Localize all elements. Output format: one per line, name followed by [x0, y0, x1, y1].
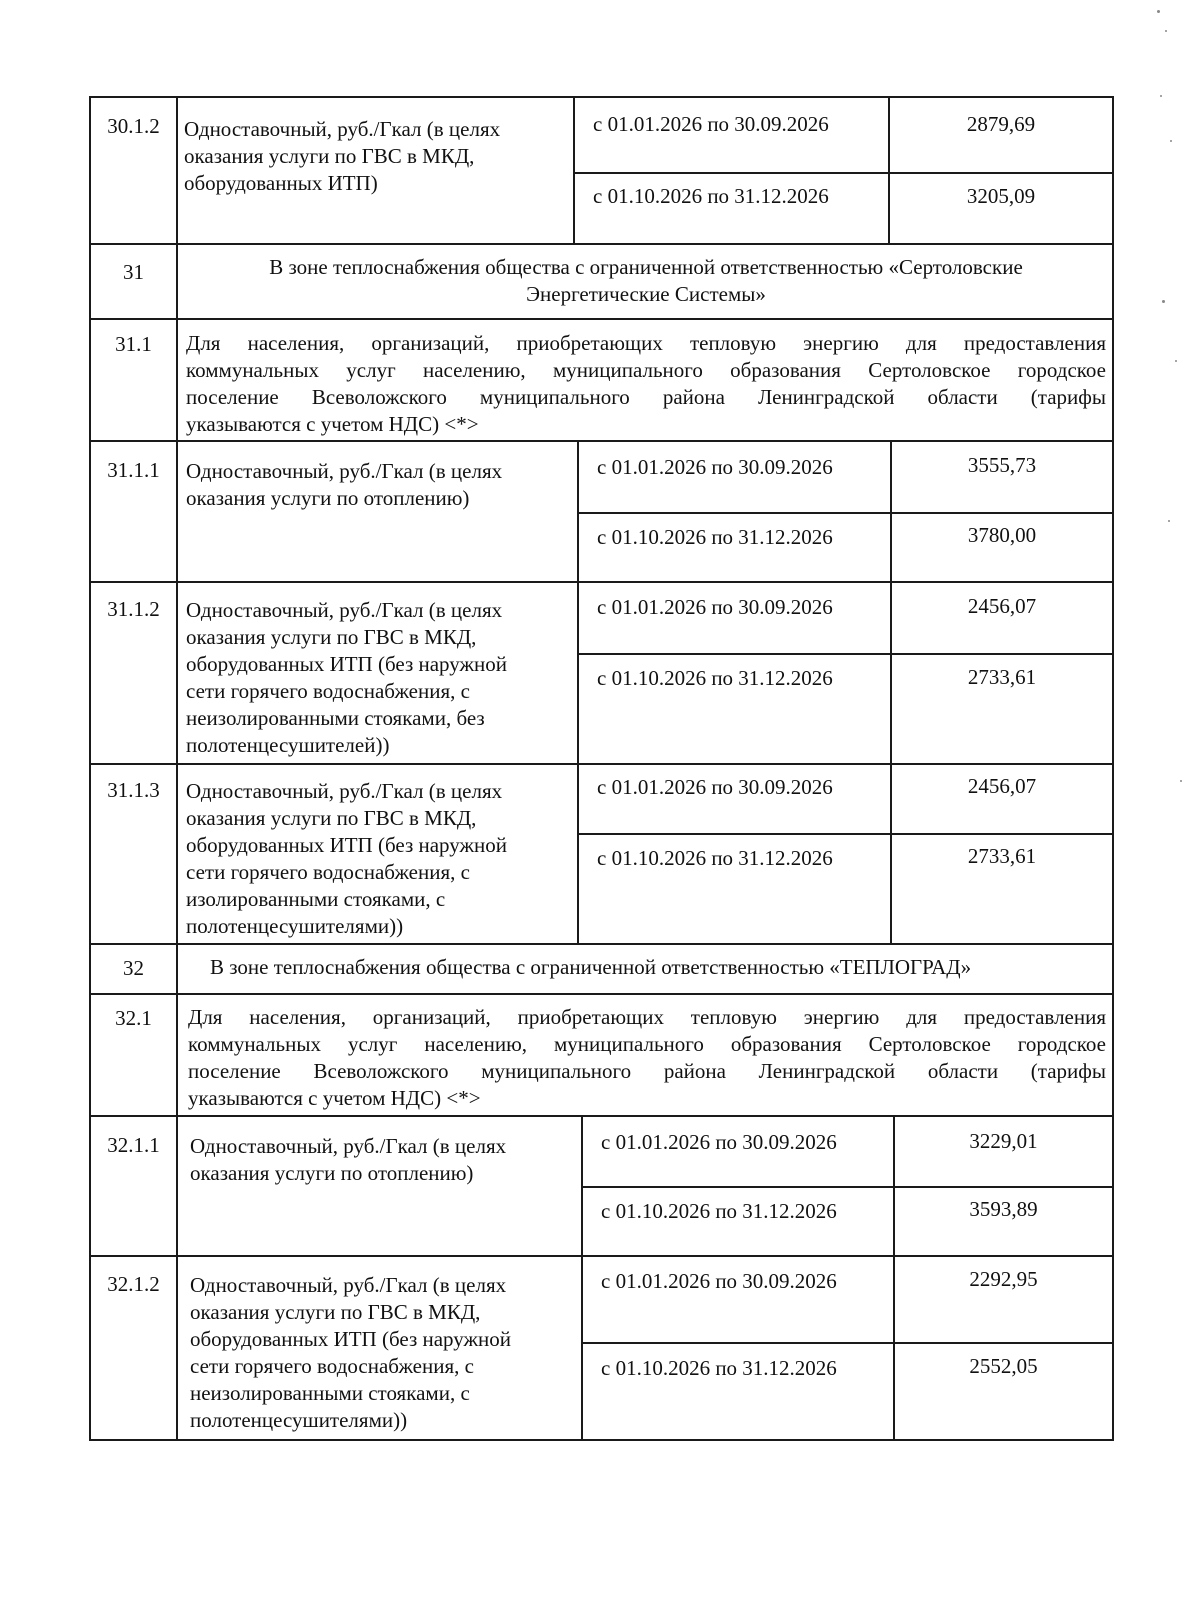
hline-after-31-1: [89, 440, 1114, 442]
scan-speck: [1168, 520, 1170, 522]
subrow-divider: [581, 1186, 1114, 1188]
scan-speck: [1160, 95, 1162, 97]
subrow-divider: [577, 833, 1114, 835]
subrow-divider: [573, 172, 1114, 174]
period-label: с 01.10.2026 по 31.12.2026: [597, 666, 833, 690]
tariff-description: Одноставочный, руб./Гкал (в целях оказания услуги по ГВС в МКД, оборудованных ИТП (без наружной сети горячего водоснабжения, с неизолированными стояками, с полотенцесушителями)): [190, 1273, 511, 1432]
hline-top: [89, 96, 1114, 98]
hline-after-30-1-2: [89, 243, 1114, 245]
hline-after-32: [89, 993, 1114, 995]
table-border-right: [1112, 96, 1114, 1441]
row-number: 31.1.2: [107, 597, 160, 621]
scan-speck: [1175, 360, 1177, 362]
group-description-line: Для населения, организаций, приобретающих тепловую энергию для предоставления: [186, 331, 1106, 355]
hline-bottom: [89, 1439, 1114, 1441]
group-description-line: коммунальных услуг населению, муниципального образования Сертоловское городское: [188, 1032, 1106, 1056]
row-number: 32.1: [115, 1006, 152, 1030]
group-description-line: Для населения, организаций, приобретающих тепловую энергию для предоставления: [188, 1005, 1106, 1029]
tariff-value: 2552,05: [969, 1354, 1038, 1378]
group-description-line: поселение Всеволожского муниципального района Ленинградской области (тарифы: [188, 1059, 1106, 1083]
tariff-value: 2292,95: [969, 1267, 1038, 1291]
hline-after-31-1-1: [89, 581, 1114, 583]
tariff-description: Одноставочный, руб./Гкал (в целях оказания услуги по ГВС в МКД, оборудованных ИТП): [184, 117, 501, 195]
period-label: с 01.01.2026 по 30.09.2026: [601, 1269, 837, 1293]
zone-heading: В зоне теплоснабжения общества с ограниченной ответственностью «ТЕПЛОГРАД»: [210, 955, 972, 979]
tariff-value: 2456,07: [967, 774, 1037, 798]
tariff-value: 2879,69: [966, 112, 1036, 136]
hline-after-32-1-1: [89, 1255, 1114, 1257]
scan-speck: [1165, 30, 1167, 32]
row-number: 32.1.2: [107, 1272, 160, 1296]
period-label: с 01.01.2026 по 30.09.2026: [597, 775, 833, 799]
group-description-line: поселение Всеволожского муниципального района Ленинградской области (тарифы: [186, 385, 1106, 409]
col-divider-number: [176, 96, 178, 1441]
period-label: с 01.01.2026 по 30.09.2026: [601, 1130, 837, 1154]
tariff-description: Одноставочный, руб./Гкал (в целях оказания услуги по ГВС в МКД, оборудованных ИТП (без наружной сети горячего водоснабжения, с неизолированными стояками, без полотенцесушителей)): [186, 598, 507, 757]
tariff-description: Одноставочный, руб./Гкал (в целях оказания услуги по отоплению): [186, 459, 503, 510]
tariff-value: 2456,07: [967, 594, 1037, 618]
period-label: с 01.10.2026 по 31.12.2026: [597, 525, 833, 549]
row-number: 30.1.2: [107, 114, 160, 138]
tariff-value: 3555,73: [967, 453, 1037, 477]
col-divider-period: [573, 96, 575, 244]
row-number: 32: [123, 956, 144, 980]
row-number: 31.1: [115, 332, 152, 356]
subrow-divider: [577, 512, 1114, 514]
zone-heading: В зоне теплоснабжения общества с ограниченной ответственностью «Сертоловские Энергетические Системы»: [269, 255, 1023, 306]
subrow-divider: [581, 1342, 1114, 1344]
table-border-left: [89, 96, 91, 1441]
hline-after-32-1: [89, 1115, 1114, 1117]
scan-speck: [1157, 10, 1160, 13]
group-description-line: коммунальных услуг населению, муниципального образования Сертоловское городское: [186, 358, 1106, 382]
scan-speck: [1180, 780, 1182, 782]
period-label: с 01.01.2026 по 30.09.2026: [597, 455, 833, 479]
tariff-value: 2733,61: [967, 844, 1037, 868]
row-number: 31.1.1: [107, 458, 160, 482]
period-label: с 01.10.2026 по 31.12.2026: [597, 846, 833, 870]
hline-after-31-1-2: [89, 763, 1114, 765]
tariff-value: 3229,01: [969, 1129, 1038, 1153]
row-number: 32.1.1: [107, 1133, 160, 1157]
period-label: с 01.10.2026 по 31.12.2026: [601, 1356, 837, 1380]
group-description-line: указываются с учетом НДС) <*>: [186, 412, 479, 436]
hline-after-31: [89, 318, 1114, 320]
scan-speck: [1162, 300, 1165, 303]
subrow-divider: [577, 653, 1114, 655]
hline-after-31-1-3: [89, 943, 1114, 945]
row-number: 31: [123, 260, 144, 284]
tariff-value: 2733,61: [967, 665, 1037, 689]
tariff-value: 3780,00: [967, 523, 1037, 547]
scan-speck: [1170, 140, 1172, 142]
period-label: с 01.10.2026 по 31.12.2026: [601, 1199, 837, 1223]
period-label: с 01.01.2026 по 30.09.2026: [593, 112, 829, 136]
tariff-value: 3205,09: [966, 184, 1036, 208]
col-divider-period: [577, 440, 579, 944]
tariff-description: Одноставочный, руб./Гкал (в целях оказания услуги по ГВС в МКД, оборудованных ИТП (без наружной сети горячего водоснабжения, с изолированными стояками, с полотенцесушителями)): [186, 779, 507, 938]
tariff-value: 3593,89: [969, 1197, 1038, 1221]
tariff-description: Одноставочный, руб./Гкал (в целях оказания услуги по отоплению): [190, 1134, 507, 1185]
group-description-line: указываются с учетом НДС) <*>: [188, 1086, 481, 1110]
period-label: с 01.01.2026 по 30.09.2026: [597, 595, 833, 619]
period-label: с 01.10.2026 по 31.12.2026: [593, 184, 829, 208]
row-number: 31.1.3: [107, 778, 160, 802]
col-divider-period: [581, 1115, 583, 1441]
